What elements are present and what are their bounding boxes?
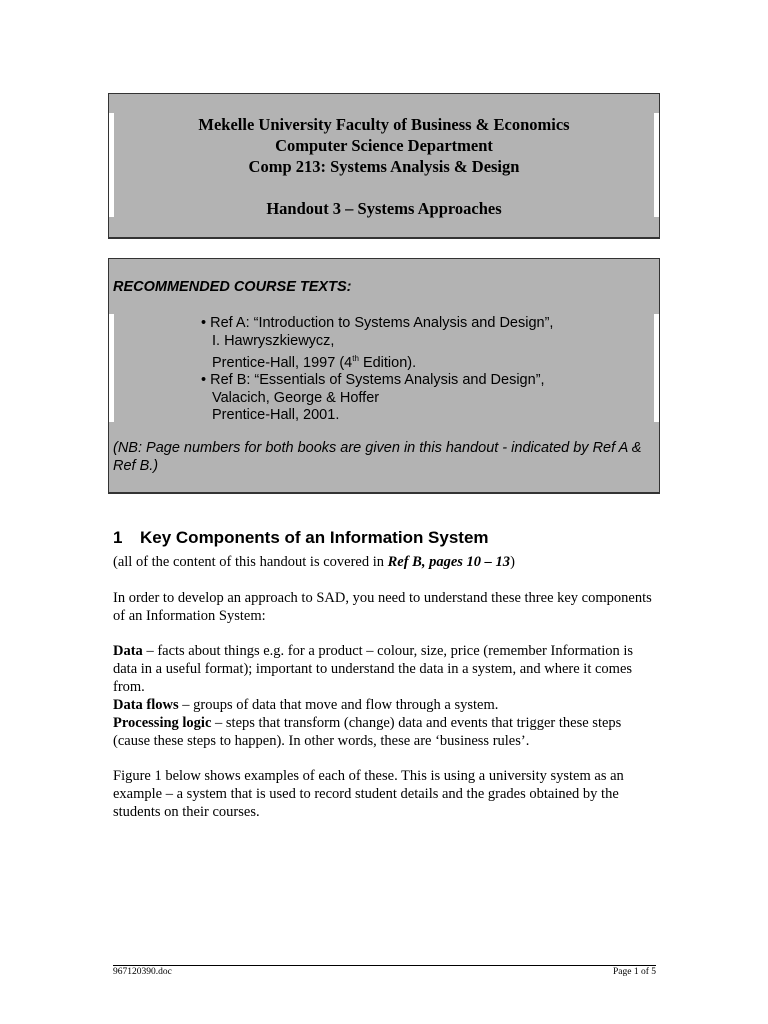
data-flows-definition: Data flows – groups of data that move and flow through a system.: [113, 697, 499, 713]
footer-rule: [113, 965, 656, 966]
ref-b-title: • Ref B: “Essentials of Systems Analysis and Design”,: [201, 372, 545, 389]
footer-page-number: Page 1 of 5: [612, 967, 656, 977]
course-name: Comp 213: Systems Analysis & Design: [248, 157, 520, 176]
title-box: [108, 93, 660, 239]
data-definition: Data – facts about things e.g. for a product – colour, size, price (remember Information is data in a useful format); important to understand the data in a system, and where it comes from.: [113, 643, 634, 695]
footer-filename: 967120390.doc: [113, 967, 172, 977]
handout-title: Handout 3 – Systems Approaches: [266, 199, 502, 218]
coverage-note: (all of the content of this handout is covered in Ref B, pages 10 – 13): [113, 554, 515, 570]
page-number-note: (NB: Page numbers for both books are given in this handout - indicated by Ref A & Ref B.): [113, 440, 642, 474]
ref-b-author: Valacich, George & Hoffer: [212, 389, 380, 406]
figure-intro-paragraph: Figure 1 below shows examples of each of these. This is using a university system as an example – a system that is used to record student details and the grades obtained by the students on their courses.: [113, 768, 624, 820]
section-title: Key Components of an Information System: [140, 528, 489, 547]
university-name: Mekelle University Faculty of Business & Economics: [198, 115, 570, 134]
box-edge-mark-right: [654, 314, 659, 422]
reference-list: [201, 315, 553, 425]
definitions: [113, 642, 658, 750]
ref-a-title: • Ref A: “Introduction to Systems Analysis and Design”,: [201, 315, 554, 331]
ref-b-publisher: Prentice-Hall, 2001.: [212, 407, 340, 424]
course-texts-heading: RECOMMENDED COURSE TEXTS:: [113, 279, 352, 295]
ref-a-author: I. Hawryszkiewycz,: [212, 332, 335, 349]
ref-a-publisher: Prentice-Hall, 1997 (4th Edition).: [212, 354, 417, 371]
intro-paragraph: In order to develop an approach to SAD, you need to understand these three key components of an Information System:: [113, 590, 652, 624]
section-number: 1: [113, 528, 123, 547]
course-texts-box: [108, 258, 660, 494]
coverage-ref: Ref B, pages 10 – 13: [387, 554, 511, 570]
processing-logic-definition: Processing logic – steps that transform (change) data and events that trigger these steps (cause these steps to happen). In other words, these are ‘business rules’.: [113, 715, 622, 749]
box-edge-mark-left: [109, 314, 114, 422]
title-block: [109, 114, 659, 219]
department-name: Computer Science Department: [275, 136, 493, 155]
section-heading: [113, 528, 489, 548]
